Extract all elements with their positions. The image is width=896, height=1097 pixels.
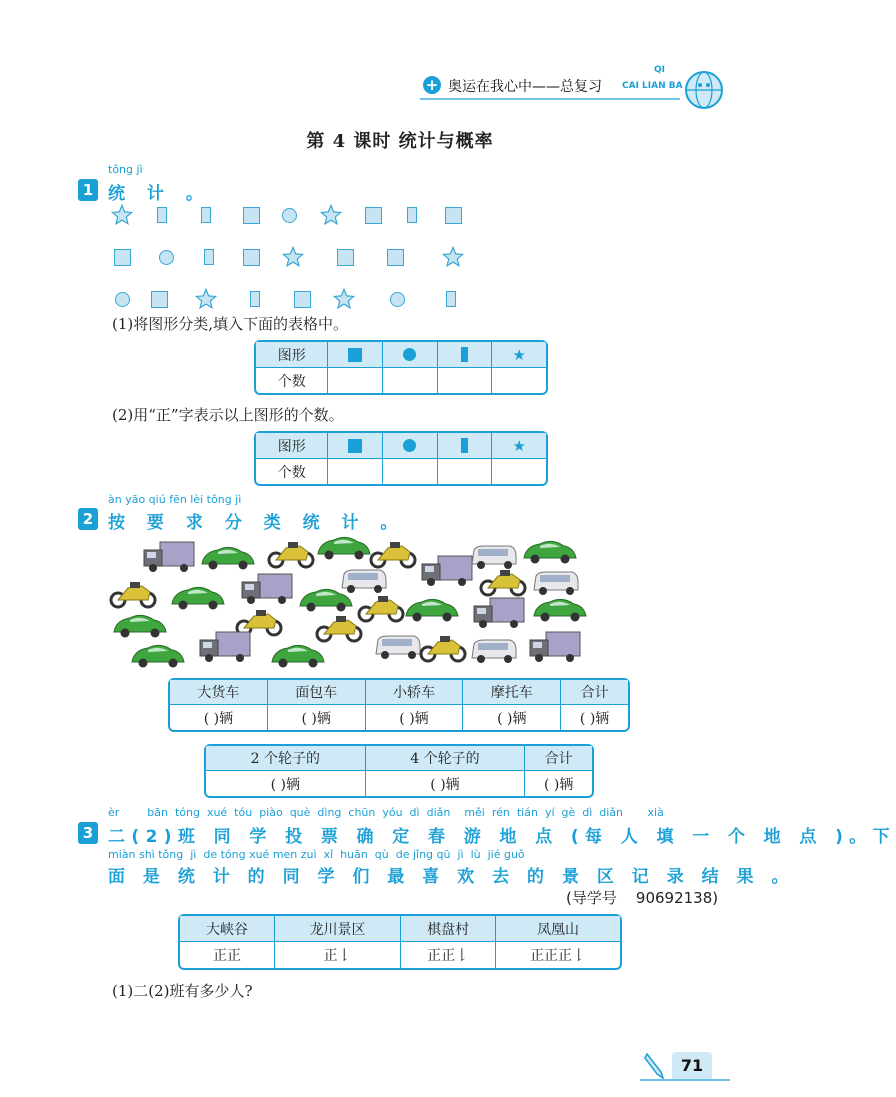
- plus-icon: +: [423, 76, 441, 94]
- van-icon: [342, 570, 386, 593]
- rectangle-shape-icon: [201, 207, 211, 223]
- square-shape-icon: [387, 249, 404, 266]
- answer-cell[interactable]: [328, 368, 383, 393]
- motorcycle-icon: [421, 636, 465, 661]
- section1-heading: 统 计 。: [108, 184, 211, 204]
- square-shape-icon: [151, 291, 168, 308]
- vehicle-count-cell[interactable]: ( )辆: [579, 710, 610, 727]
- square-shape-icon: [337, 249, 354, 266]
- tally-cell: 正𠄌: [275, 942, 401, 968]
- answer-cell[interactable]: [383, 368, 438, 393]
- wheel-header: 合计: [525, 746, 592, 771]
- vehicle-header: 大货车: [170, 680, 268, 705]
- car-icon: [300, 589, 352, 611]
- car-icon: [406, 599, 458, 621]
- wheel-header: 2 个轮子的: [206, 746, 366, 771]
- shape-count-table-2: [254, 431, 548, 486]
- row-label-shape: 图形: [256, 433, 328, 459]
- section1-question1: (1)将图形分类,填入下面的表格中。: [112, 315, 349, 333]
- truck-icon: [242, 574, 292, 604]
- destination-header: 龙川景区: [275, 916, 401, 942]
- answer-cell[interactable]: [492, 459, 546, 484]
- car-icon: [272, 645, 324, 667]
- rectangle-shape-icon: [250, 291, 260, 307]
- motorcycle-icon: [111, 582, 155, 607]
- row-label-count: 个数: [256, 459, 328, 484]
- vehicle-count-cell[interactable]: ( )辆: [463, 705, 561, 730]
- van-icon: [376, 636, 420, 659]
- answer-cell[interactable]: [438, 459, 493, 484]
- answer-cell[interactable]: [383, 459, 438, 484]
- section2-number: 2: [78, 508, 98, 530]
- page-number: 71: [672, 1052, 712, 1080]
- star-icon: ★: [512, 345, 526, 364]
- circle-shape-icon: [282, 208, 297, 223]
- vehicle-count-cell[interactable]: ( )辆: [170, 705, 268, 730]
- star-shape-icon: [333, 288, 355, 310]
- star-shape-icon: [320, 204, 342, 226]
- answer-cell[interactable]: [438, 368, 493, 393]
- motorcycle-icon: [371, 542, 415, 567]
- wheel-count-cell[interactable]: ( )辆: [543, 776, 574, 793]
- square-shape-icon: [243, 207, 260, 224]
- square-shape-icon: [243, 249, 260, 266]
- star-shape-icon: [282, 246, 304, 268]
- circle-shape-icon: [390, 292, 405, 307]
- square-icon: [348, 348, 362, 362]
- wheel-count-table: [204, 744, 594, 798]
- vehicle-count-cell[interactable]: ( )辆: [268, 705, 366, 730]
- square-shape-icon: [114, 249, 131, 266]
- circle-shape-icon: [115, 292, 130, 307]
- logo-text: CAI LIAN BA: [622, 81, 683, 91]
- star-shape-icon: [195, 288, 217, 310]
- section3-line1-pinyin: èr bān tóng xué tóu piào què dìng chūn yóu dì diǎn měi rén tián yí gè dì diǎn xià: [108, 806, 664, 819]
- destination-header: 棋盘村: [401, 916, 496, 942]
- car-icon: [114, 615, 166, 637]
- section3-number: 3: [78, 822, 98, 844]
- section2-pinyin: àn yāo qiú fēn lèi tǒng jì: [108, 493, 242, 506]
- tally-cell: 正正: [180, 942, 275, 968]
- circle-icon: [403, 439, 416, 452]
- shape-grid: [0, 0, 800, 320]
- car-icon: [202, 547, 254, 569]
- motorcycle-icon: [481, 570, 525, 595]
- row-label-shape: 图形: [256, 342, 328, 368]
- pencil-icon: [643, 1050, 667, 1080]
- wheel-count-cell[interactable]: ( )辆: [366, 771, 526, 796]
- vehicles-illustration: [108, 530, 594, 670]
- truck-icon: [474, 598, 524, 628]
- wheel-header: 4 个轮子的: [366, 746, 526, 771]
- footer-rule: [640, 1079, 730, 1081]
- star-icon: ★: [512, 436, 526, 455]
- motorcycle-icon: [237, 610, 281, 635]
- car-icon: [534, 599, 586, 621]
- row-label-count: 个数: [256, 368, 328, 393]
- vehicle-header: 摩托车: [463, 680, 561, 705]
- van-icon: [472, 546, 516, 569]
- motorcycle-icon: [317, 616, 361, 641]
- shape-count-table-1: [254, 340, 548, 395]
- circle-icon: [403, 348, 416, 361]
- car-icon: [524, 541, 576, 563]
- truck-icon: [422, 556, 472, 586]
- star-shape-icon: [442, 246, 464, 268]
- square-shape-icon: [445, 207, 462, 224]
- section1-question2: (2)用“正”字表示以上图形的个数。: [112, 406, 344, 424]
- car-icon: [318, 537, 370, 559]
- tally-cell: 正正𠄌: [401, 942, 496, 968]
- square-shape-icon: [365, 207, 382, 224]
- circle-shape-icon: [159, 250, 174, 265]
- destination-header: 大峡谷: [180, 916, 275, 942]
- van-icon: [472, 640, 516, 663]
- rectangle-shape-icon: [446, 291, 456, 307]
- car-icon: [132, 645, 184, 667]
- section3-line1: 二(2)班 同 学 投 票 确 定 春 游 地 点 (每 人 填 一 个 地 点 )。下: [108, 827, 896, 847]
- vehicle-header: 合计: [561, 680, 628, 705]
- rectangle-shape-icon: [157, 207, 167, 223]
- header-title: 奥运在我心中——总复习: [448, 79, 602, 95]
- lesson-title: 第 4 课时 统计与概率: [306, 131, 494, 152]
- guide-number: (导学号 90692138): [566, 889, 719, 907]
- star-shape-icon: [111, 204, 133, 226]
- van-icon: [534, 572, 578, 595]
- rectangle-shape-icon: [407, 207, 417, 223]
- section3-question1: (1)二(2)班有多少人?: [112, 982, 253, 1000]
- answer-cell[interactable]: [492, 368, 546, 393]
- rectangle-shape-icon: [204, 249, 214, 265]
- destination-header: 凤凰山: [496, 916, 620, 942]
- section1-number: 1: [78, 179, 98, 201]
- logo-extra: QI: [654, 65, 665, 75]
- vehicle-header: 面包车: [268, 680, 366, 705]
- truck-icon: [530, 632, 580, 662]
- motorcycle-icon: [269, 542, 313, 567]
- wheel-count-cell[interactable]: ( )辆: [206, 771, 366, 796]
- vehicle-type-table: [168, 678, 630, 732]
- section1-pinyin: tǒng jì: [108, 163, 143, 176]
- rectangle-icon: [461, 438, 468, 453]
- square-shape-icon: [294, 291, 311, 308]
- section3-line2-pinyin: miàn shì tǒng jì de tóng xué men zuì xǐ huān qù de jǐng qū jì lù jié guǒ: [108, 848, 525, 861]
- car-icon: [172, 587, 224, 609]
- vote-tally-table: [178, 914, 622, 970]
- section3-line2: 面 是 统 计 的 同 学 们 最 喜 欢 去 的 景 区 记 录 结 果 。: [108, 867, 795, 887]
- answer-cell[interactable]: [328, 459, 383, 484]
- section2-heading: 按 要 求 分 类 统 计 。: [108, 513, 406, 533]
- rectangle-icon: [461, 347, 468, 362]
- motorcycle-icon: [359, 596, 403, 621]
- vehicle-count-cell[interactable]: ( )辆: [366, 705, 464, 730]
- vehicle-header: 小轿车: [366, 680, 464, 705]
- square-icon: [348, 439, 362, 453]
- tally-cell: 正正正𠄌: [530, 948, 587, 964]
- truck-icon: [200, 632, 250, 662]
- truck-icon: [144, 542, 194, 572]
